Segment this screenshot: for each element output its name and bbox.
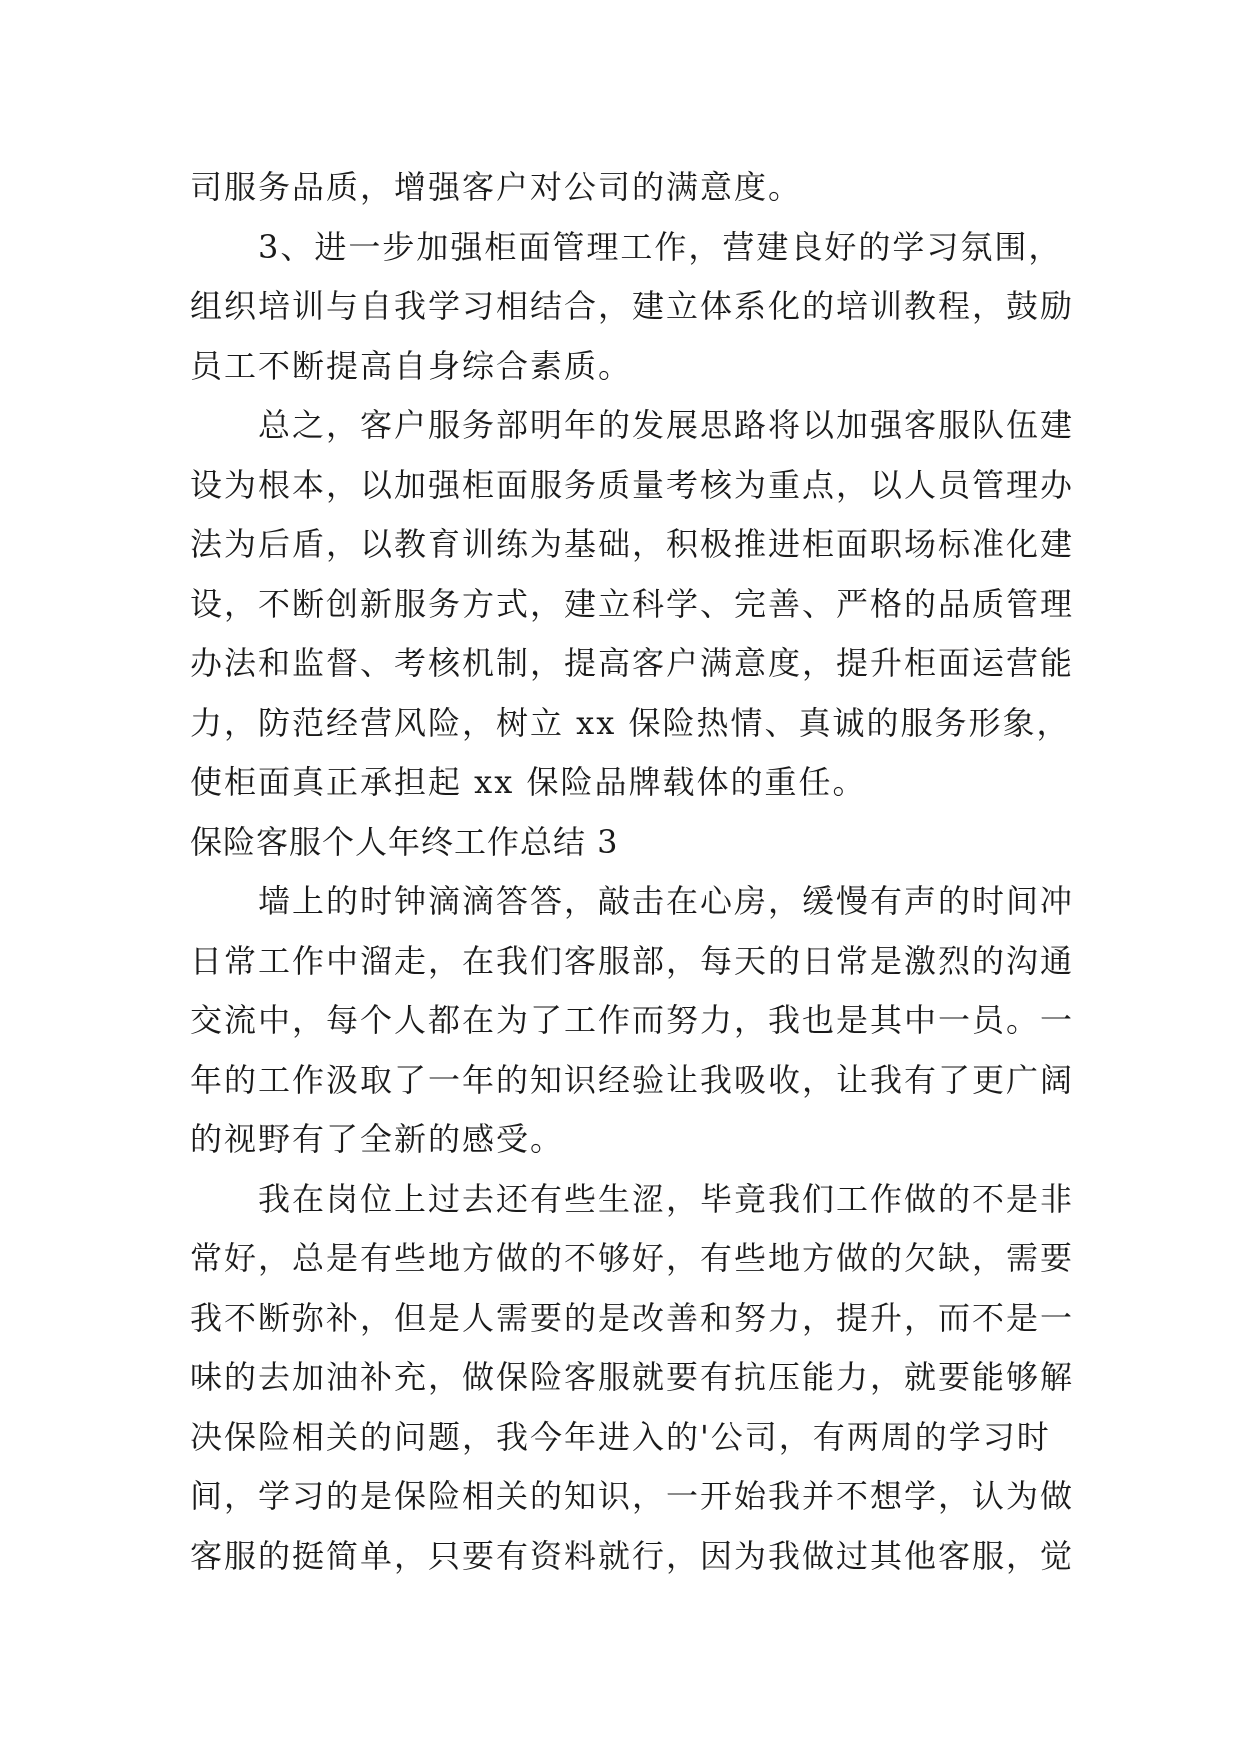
text-line: 力，防范经营风险，树立 xx 保险热情、真诚的服务形象， <box>190 703 1071 742</box>
text-line: 员工不断提高自身综合素质。 <box>190 346 633 385</box>
text-line: 的视野有了全新的感受。 <box>190 1120 565 1158</box>
text-line: 办法和监督、考核机制，提高客户满意度，提升柜面运营能 <box>190 644 1075 682</box>
text-line: 年的工作汲取了一年的知识经验让我吸收，让我有了更广阔 <box>190 1060 1075 1099</box>
text-line: 组织培训与自我学习相结合，建立体系化的培训教程，鼓励 <box>190 287 1075 325</box>
text-line: 常好，总是有些地方做的不够好，有些地方做的欠缺，需要 <box>190 1239 1075 1277</box>
text-line: 日常工作中溜走，在我们客服部，每天的日常是激烈的沟通 <box>190 941 1075 980</box>
text-line: 墙上的时钟滴滴答答，敲击在心房，缓慢有声的时间冲 <box>258 882 1075 920</box>
text-line: 我不断弥补，但是人需要的是改善和努力，提升，而不是一 <box>190 1298 1075 1337</box>
text-line: 使柜面真正承担起 xx 保险品牌载体的重任。 <box>190 763 867 801</box>
text-line: 设，不断创新服务方式，建立科学、完善、严格的品质管理 <box>190 584 1075 623</box>
section-heading: 保险客服个人年终工作总结 3 <box>190 822 619 861</box>
text-line: 司服务品质，增强客户对公司的满意度。 <box>190 168 803 206</box>
text-line: 我在岗位上过去还有些生涩，毕竟我们工作做的不是非 <box>258 1179 1075 1218</box>
text-line: 总之，客户服务部明年的发展思路将以加强客服队伍建 <box>258 406 1075 444</box>
text-line: 法为后盾，以教育训练为基础，积极推进柜面职场标准化建 <box>190 525 1075 563</box>
text-line: 3、进一步加强柜面管理工作，营建良好的学习氛围， <box>258 227 1063 266</box>
text-line: 交流中，每个人都在为了工作而努力，我也是其中一员。一 <box>190 1001 1075 1039</box>
document-body <box>190 158 1075 1586</box>
text-line: 味的去加油补充，做保险客服就要有抗压能力，就要能够解 <box>190 1358 1075 1396</box>
text-line: 决保险相关的问题，我今年进入的'公司，有两周的学习时 <box>190 1417 1051 1456</box>
text-line: 间，学习的是保险相关的知识，一开始我并不想学，认为做 <box>190 1477 1075 1515</box>
text-line: 设为根本，以加强柜面服务质量考核为重点，以人员管理办 <box>190 465 1075 504</box>
text-line: 客服的挺简单，只要有资料就行，因为我做过其他客服，觉 <box>190 1536 1075 1575</box>
